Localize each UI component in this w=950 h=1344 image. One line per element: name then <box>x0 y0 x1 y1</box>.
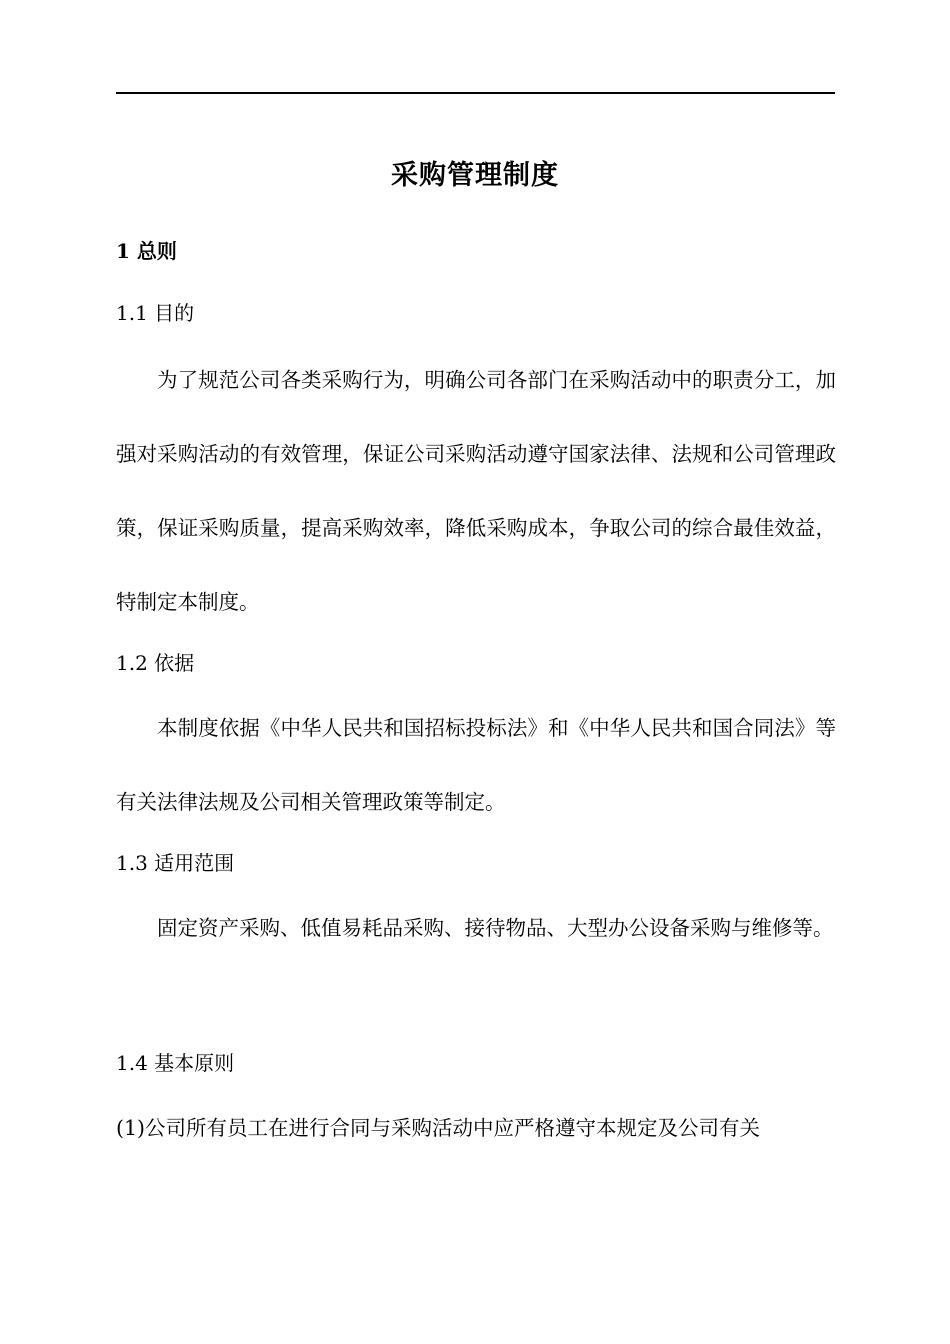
subsection-heading-basis: 1.2 依据 <box>116 651 195 675</box>
section-heading-general: 1 总则 <box>116 239 177 263</box>
document-title: 采购管理制度 <box>391 160 559 191</box>
subsection-heading-scope: 1.3 适用范围 <box>116 851 235 875</box>
subsection-heading-purpose: 1.1 目的 <box>116 301 195 325</box>
paragraph-basis: 本制度依据《中华人民共和国招标投标法》和《中华人民共和国合同法》等有关法律法规及公司相关管理政策等制定。 <box>116 716 836 814</box>
subsection-heading-principles: 1.4 基本原则 <box>116 1051 235 1075</box>
paragraph-scope: 固定资产采购、低值易耗品采购、接待物品、大型办公设备采购与维修等。 <box>157 916 834 940</box>
header-rule <box>116 92 835 94</box>
list-item-principle-1: (1)公司所有员工在进行合同与采购活动中应严格遵守本规定及公司有关 <box>116 1116 761 1140</box>
paragraph-purpose: 为了规范公司各类采购行为，明确公司各部门在采购活动中的职责分工，加强对采购活动的有效管理，保证公司采购活动遵守国家法律、法规和公司管理政策，保证采购质量，提高采购效率，降低采购成本，争取公司的综合最佳效益，特制定本制度。 <box>116 368 836 614</box>
